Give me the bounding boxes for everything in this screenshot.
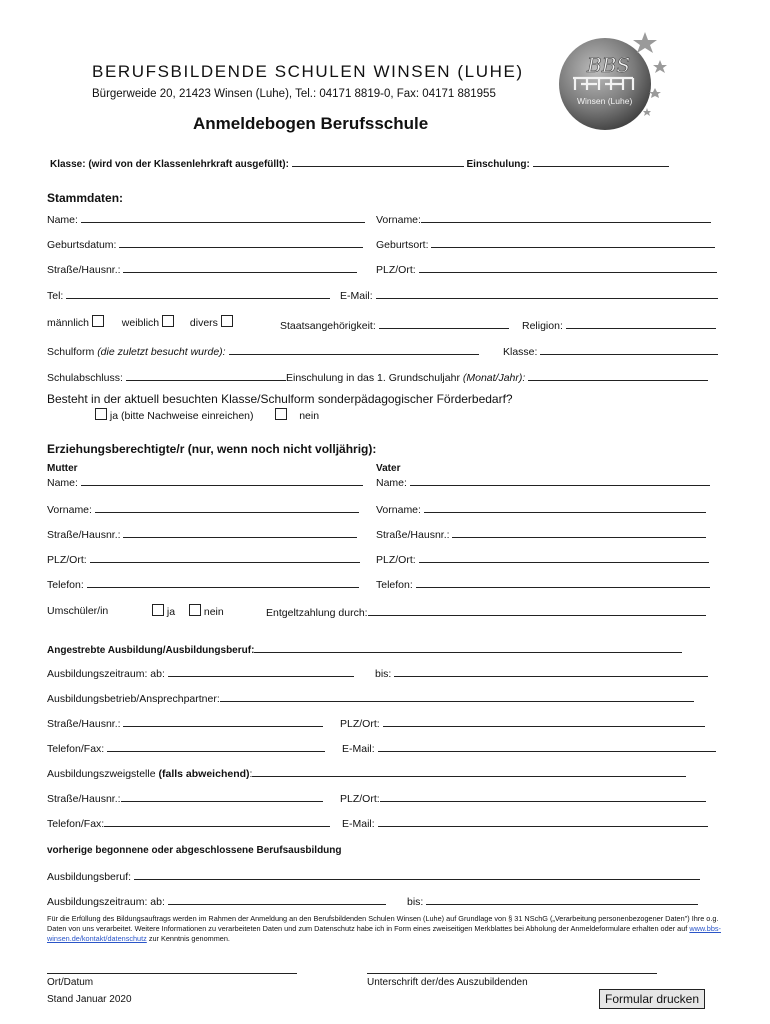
ort-datum-label: Ort/Datum — [47, 977, 94, 988]
klasse2-field[interactable] — [540, 344, 718, 355]
schulform-field[interactable] — [229, 344, 479, 355]
umschueler-ja-checkbox[interactable] — [152, 604, 164, 616]
foerder-nein-label: nein — [299, 410, 320, 422]
staat-field[interactable] — [379, 318, 509, 329]
klasse2-label: Klasse: — [503, 346, 538, 358]
mutter-vorname-field[interactable] — [95, 502, 359, 513]
form-title: Anmeldebogen Berufsschule — [193, 114, 429, 133]
umschueler-nein-checkbox[interactable] — [189, 604, 201, 616]
unterschrift-line[interactable] — [367, 973, 657, 974]
svg-text:BBS: BBS — [587, 53, 631, 77]
mutter-telefon-field[interactable] — [87, 577, 359, 588]
geburtsdatum-field[interactable] — [119, 237, 363, 248]
betrieb-strasse-label: Straße/Hausnr.: — [47, 718, 121, 730]
zweig-strasse-field[interactable] — [121, 791, 323, 802]
mutter-vorname-label: Vorname: — [47, 504, 92, 516]
umschueler-ja-label: ja — [166, 606, 176, 618]
religion-field[interactable] — [566, 318, 716, 329]
angestrebt-label: Angestrebte Ausbildung/Ausbildungsberuf: — [47, 645, 255, 656]
umschueler-nein-label: nein — [203, 606, 224, 618]
vater-label: Vater — [376, 463, 401, 474]
vater-telefon-field[interactable] — [416, 577, 710, 588]
betrieb-telefax-label: Telefon/Fax: — [47, 743, 105, 755]
school-address: Bürgerweide 20, 21423 Winsen (Luhe), Tel.: 04171 8819-0, Fax: 04171 881955 — [92, 88, 496, 100]
foerder-question: Besteht in der aktuell besuchten Klasse/Schulform sonderpädagogischer Förderbedarf? — [47, 392, 513, 406]
name-field[interactable] — [81, 212, 365, 223]
erziehung-heading: Erziehungsberechtigte/r (nur, wenn noch nicht volljährig): — [47, 442, 377, 456]
unterschrift-label: Unterschrift der/des Auszubildenden — [367, 977, 528, 988]
mutter-strasse-label: Straße/Hausnr.: — [47, 529, 121, 541]
zweig-telefax-label: Telefon/Fax: — [47, 818, 105, 830]
vater-vorname-label: Vorname: — [376, 504, 421, 516]
plz-field[interactable] — [419, 262, 717, 273]
zweig-bold-label: (falls abweichend) — [158, 768, 250, 780]
mutter-plz-label: PLZ/Ort: — [47, 554, 87, 566]
klasse-label: Klasse: (wird von der Klassenlehrkraft ausgefüllt): — [50, 159, 289, 170]
email-label: E-Mail: — [340, 290, 373, 302]
zeitraum-label: Ausbildungszeitraum: ab: — [47, 668, 165, 680]
betrieb-plz-label: PLZ/Ort: — [340, 718, 380, 730]
einschulung-label: Einschulung: — [466, 159, 530, 170]
zweig-plz-label: PLZ/Ort: — [340, 793, 380, 805]
mutter-telefon-label: Telefon: — [47, 579, 84, 591]
einschulung-field[interactable] — [533, 156, 669, 167]
svg-text:Winsen (Luhe): Winsen (Luhe) — [577, 96, 633, 106]
mutter-strasse-field[interactable] — [123, 527, 357, 538]
datenschutz-text-end: zur Kenntnis genommen. — [148, 934, 230, 943]
zweig-plz-field[interactable] — [380, 791, 706, 802]
vorherige-heading: vorherige begonnene oder abgeschlossene Berufsausbildung — [47, 845, 342, 856]
vorname-label: Vorname: — [376, 214, 421, 226]
entgelt-field[interactable] — [368, 605, 706, 616]
vorherige-ab-field[interactable] — [168, 894, 386, 905]
weiblich-label: weiblich — [121, 317, 160, 329]
vater-plz-label: PLZ/Ort: — [376, 554, 416, 566]
foerder-ja-label: ja (bitte Nachweise einreichen) — [109, 410, 254, 422]
zweig-colon: : — [249, 768, 253, 780]
betrieb-strasse-field[interactable] — [123, 716, 323, 727]
mutter-plz-field[interactable] — [90, 552, 360, 563]
schulform-label: Schulform — [47, 346, 95, 358]
tel-field[interactable] — [66, 288, 330, 299]
geburtsdatum-label: Geburtsdatum: — [47, 239, 117, 251]
foerder-ja-checkbox[interactable] — [95, 408, 107, 420]
vater-strasse-label: Straße/Hausnr.: — [376, 529, 450, 541]
monat-jahr-label: (Monat/Jahr): — [462, 372, 526, 384]
school-logo — [557, 28, 677, 138]
bis-label: bis: — [375, 668, 392, 680]
print-form-button[interactable]: Formular drucken — [599, 989, 705, 1009]
divers-label: divers — [189, 317, 218, 329]
tel-label: Tel: — [47, 290, 64, 302]
vater-name-field[interactable] — [410, 475, 710, 486]
strasse-field[interactable] — [123, 262, 357, 273]
entgelt-label: Entgeltzahlung durch: — [266, 607, 368, 619]
zweig-strasse-label: Straße/Hausnr.: — [47, 793, 121, 805]
betrieb-label: Ausbildungsbetrieb/Ansprechpartner: — [47, 693, 220, 705]
vater-telefon-label: Telefon: — [376, 579, 413, 591]
einschulung-grund-field[interactable] — [528, 370, 708, 381]
vorherige-bis-label: bis: — [407, 896, 424, 908]
betrieb-plz-field[interactable] — [383, 716, 705, 727]
vorherige-zeitraum-label: Ausbildungszeitraum: ab: — [47, 896, 165, 908]
vater-plz-field[interactable] — [419, 552, 709, 563]
zweig-label: Ausbildungszweigstelle — [47, 768, 156, 780]
gender-row — [47, 315, 233, 329]
divers-checkbox[interactable] — [221, 315, 233, 327]
schulform-note: (die zuletzt besucht wurde): — [97, 346, 226, 358]
einschulung-grund-label: Einschulung in das 1. Grundschuljahr — [286, 372, 460, 384]
klasse-field[interactable] — [292, 156, 464, 167]
staat-label: Staatsangehörigkeit: — [280, 320, 376, 332]
logo-icon — [557, 28, 677, 138]
school-name: BERUFSBILDENDE SCHULEN WINSEN (LUHE) — [92, 62, 524, 81]
maennlich-checkbox[interactable] — [92, 315, 104, 327]
schulabschluss-field[interactable] — [126, 370, 286, 381]
klasse-row — [50, 156, 669, 170]
mutter-name-label: Name: — [47, 477, 78, 489]
angestrebt-field[interactable] — [254, 642, 682, 653]
email-field[interactable] — [376, 288, 718, 299]
mutter-name-field[interactable] — [81, 475, 363, 486]
maennlich-label: männlich — [47, 317, 90, 329]
datenschutz-link[interactable]: www.bbs-winsen.de/kontakt/datenschutz — [47, 924, 721, 943]
datenschutz-text — [47, 914, 727, 944]
strasse-label: Straße/Hausnr.: — [47, 264, 121, 276]
vater-vorname-field[interactable] — [424, 502, 706, 513]
umschueler-label: Umschüler/in — [47, 605, 109, 617]
betrieb-telefax-field[interactable] — [107, 741, 325, 752]
betrieb-field[interactable] — [220, 691, 694, 702]
schulabschluss-label: Schulabschluss: — [47, 372, 123, 384]
betrieb-email-label: E-Mail: — [342, 743, 375, 755]
foerder-nein-checkbox[interactable] — [275, 408, 287, 420]
weiblich-checkbox[interactable] — [162, 315, 174, 327]
vorherige-beruf-field[interactable] — [134, 869, 700, 880]
zweig-email-label: E-Mail: — [342, 818, 375, 830]
betrieb-email-field[interactable] — [378, 741, 716, 752]
geburtsort-field[interactable] — [431, 237, 715, 248]
plz-label: PLZ/Ort: — [376, 264, 416, 276]
stammdaten-heading: Stammdaten: — [47, 191, 124, 205]
vorname-field[interactable] — [421, 212, 711, 223]
vorherige-bis-field[interactable] — [426, 894, 698, 905]
datenschutz-text-body: Für die Erfüllung des Bildungsauftrags werden im Rahmen der Anmeldung an den Berufsbildenden Schulen Winsen (Luhe) auf Grundlage von § 31 NSchG („Verarbeitung personenbezogener Daten") Ihre o.g. Daten von uns verarbeitet. Weitere Informationen zu verarbeiteten Daten und zum Datenschutz habe ich in Form eines zweiseitigen Merkblattes bei Abholung der Anmeldeformulare erhalten oder auf — [47, 914, 719, 933]
zweig-email-field[interactable] — [378, 816, 708, 827]
mutter-label: Mutter — [47, 463, 78, 474]
zeitraum-ab-field[interactable] — [168, 666, 354, 677]
vorherige-beruf-label: Ausbildungsberuf: — [47, 871, 132, 883]
zeitraum-bis-field[interactable] — [394, 666, 708, 677]
religion-label: Religion: — [522, 320, 563, 332]
vater-name-label: Name: — [376, 477, 407, 489]
name-label: Name: — [47, 214, 78, 226]
vater-strasse-field[interactable] — [452, 527, 706, 538]
zweig-field[interactable] — [252, 766, 686, 777]
zweig-telefax-field[interactable] — [104, 816, 330, 827]
stand-label: Stand Januar 2020 — [47, 994, 132, 1005]
geburtsort-label: Geburtsort: — [376, 239, 429, 251]
ort-datum-line[interactable] — [47, 973, 297, 974]
